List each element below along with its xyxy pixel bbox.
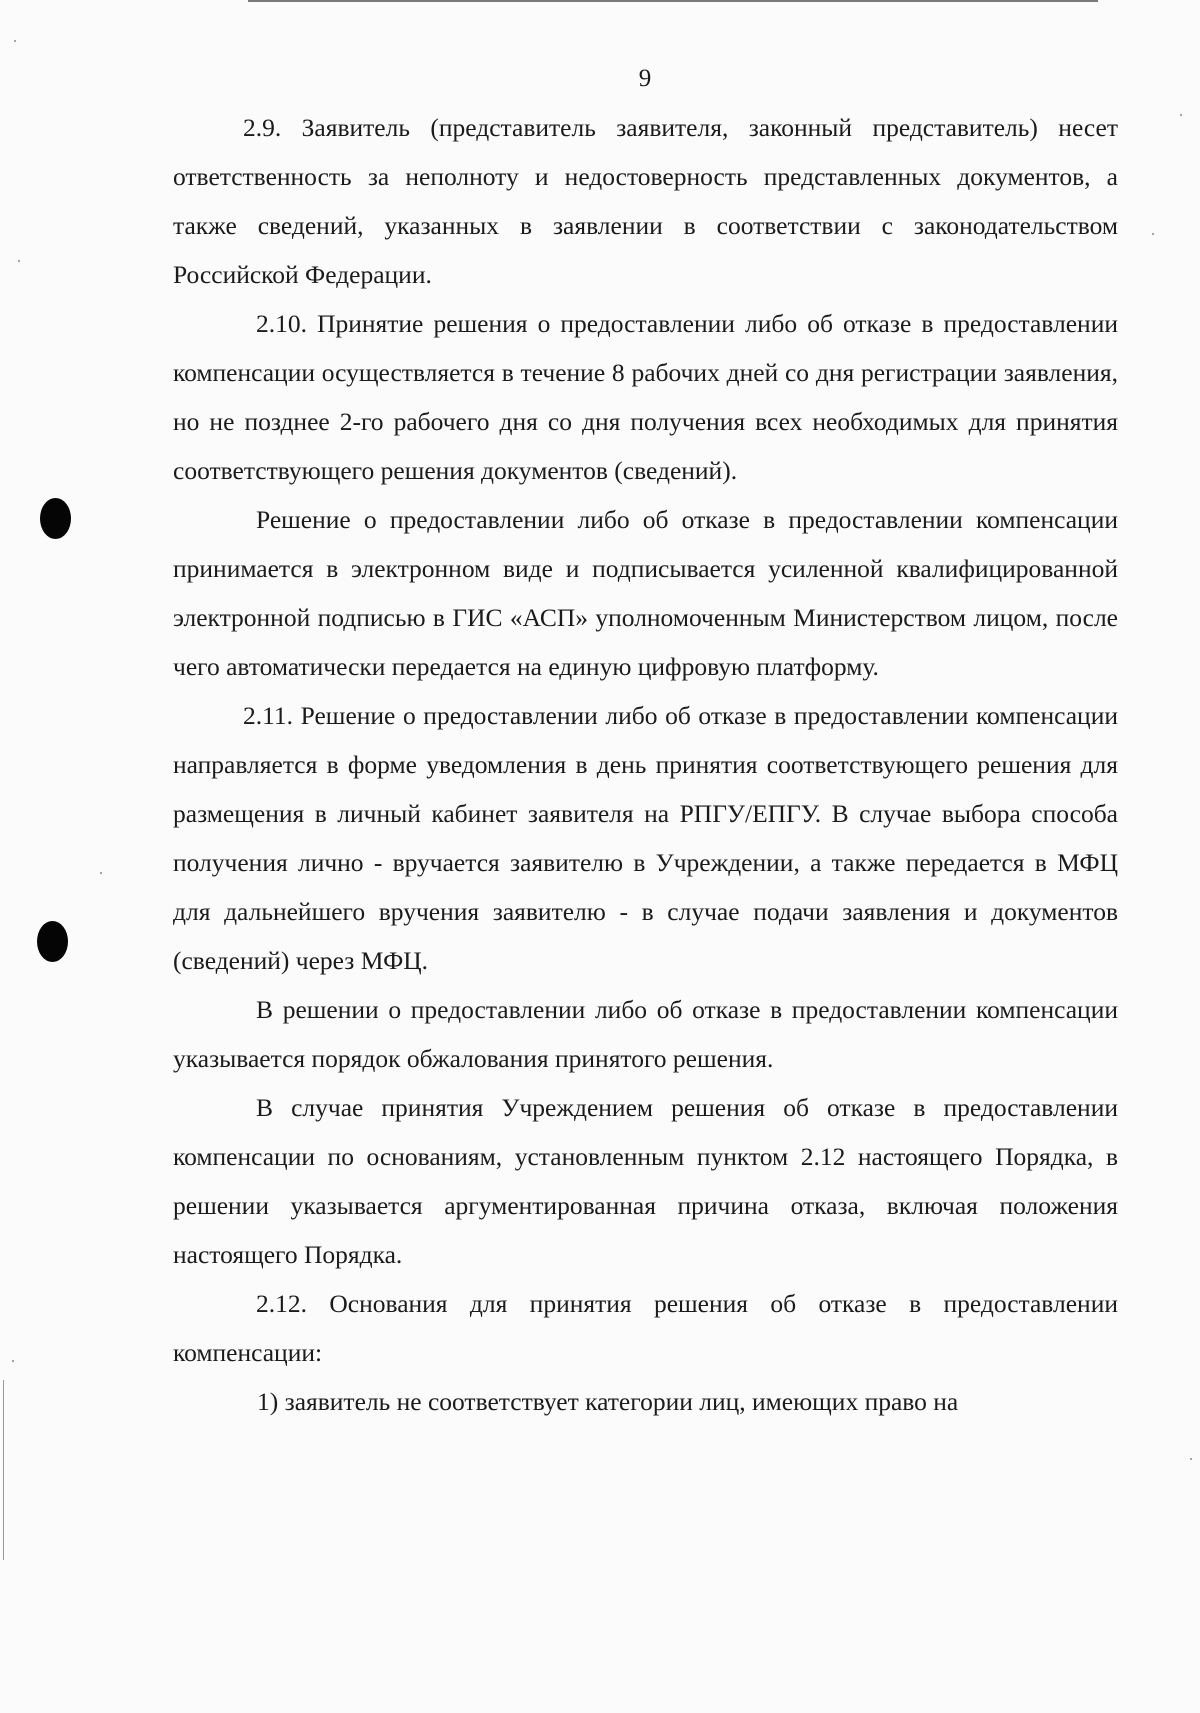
scan-speck xyxy=(12,1360,14,1362)
paragraph-appeal-procedure: В решении о предоставлении либо об отказе в предоставлении компенсации указывается порядок обжалования принятого решения. xyxy=(173,995,1118,1073)
document-body xyxy=(173,103,1118,1426)
paragraph-2-10: 2.10. Принятие решения о предоставлении либо об отказе в предоставлении компенсации осуществляется в течение 8 рабочих дней со дня регистрации заявления, но не позднее 2-го рабочего дня со дня получения всех необходимых для принятия соответствующего решения документов (сведений). xyxy=(173,309,1118,485)
paragraph-2-11: 2.11. Решение о предоставлении либо об отказе в предоставлении компенсации направляется в форме уведомления в день принятия соответствующего решения для размещения в личный кабинет заявителя на РПГУ/ЕПГУ. В случае выбора способа получения лично - вручается заявителю в Учреждении, а также передается в МФЦ для дальнейшего вручения заявителю - в случае подачи заявления и документов (сведений) через МФЦ. xyxy=(173,701,1118,975)
paragraph-decision-electronic: Решение о предоставлении либо об отказе в предоставлении компенсации принимается в электронном виде и подписывается усиленной квалифицированной электронной подписью в ГИС «АСП» уполномоченным Министерством лицом, после чего автоматически передается на единую цифровую платформу. xyxy=(173,505,1118,681)
scan-speck xyxy=(1190,1458,1192,1460)
scan-speck xyxy=(100,872,102,874)
scan-speck xyxy=(14,40,16,42)
scan-speck xyxy=(1180,114,1182,116)
punch-hole-bottom xyxy=(37,921,68,962)
punch-hole-top xyxy=(40,498,71,539)
scan-speck xyxy=(18,260,20,262)
top-border-line xyxy=(248,0,1098,2)
paragraph-2-9: 2.9. Заявитель (представитель заявителя, законный представитель) несет ответственность за неполноту и недостоверность представленных документов, а также сведений, указанных в заявлении в соответствии с законодательством Российской Федерации. xyxy=(173,113,1118,289)
scan-edge-mark xyxy=(3,1380,4,1560)
scan-speck xyxy=(1152,233,1154,235)
list-item-1: 1) заявитель не соответствует категории лиц, имеющих право на xyxy=(257,1387,959,1416)
page-number: 9 xyxy=(638,65,652,92)
paragraph-refusal-reasoning: В случае принятия Учреждением решения об отказе в предоставлении компенсации по основаниям, установленным пунктом 2.12 настоящего Порядка, в решении указывается аргументированная причина отказа, включая положения настоящего Порядка. xyxy=(173,1093,1118,1269)
paragraph-2-12: 2.12. Основания для принятия решения об отказе в предоставлении компенсации: xyxy=(173,1289,1118,1367)
